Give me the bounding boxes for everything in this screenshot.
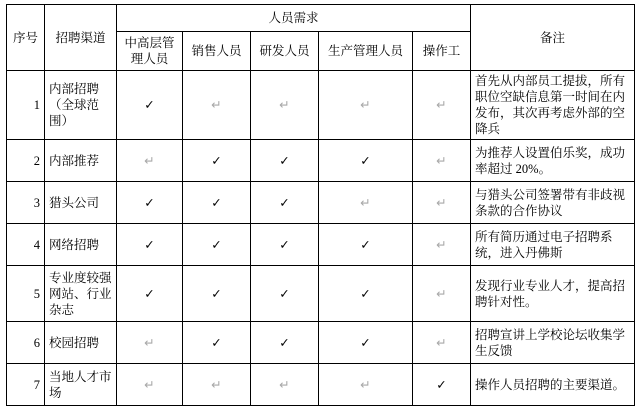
row-mark-senior-management: ✓ bbox=[117, 224, 183, 266]
row-mark-sales: ✓ bbox=[183, 322, 251, 364]
row-mark-operator: ↵ bbox=[413, 224, 471, 266]
row-mark-senior-management: ↵ bbox=[117, 140, 183, 182]
table-row bbox=[7, 71, 635, 140]
row-channel: 专业度较强网站、行业杂志 bbox=[45, 266, 117, 322]
row-channel: 校园招聘 bbox=[45, 322, 117, 364]
row-mark-rnd: ✓ bbox=[251, 140, 319, 182]
row-mark-rnd: ✓ bbox=[251, 266, 319, 322]
row-seq: 3 bbox=[7, 182, 45, 224]
row-mark-production-management: ↵ bbox=[319, 71, 413, 140]
row-mark-operator: ↵ bbox=[413, 182, 471, 224]
row-remark: 为推荐人设置伯乐奖，成功率超过 20%。 bbox=[471, 140, 635, 182]
table-row bbox=[7, 140, 635, 182]
table-row bbox=[7, 266, 635, 322]
row-mark-sales: ✓ bbox=[183, 266, 251, 322]
row-mark-sales: ↵ bbox=[183, 364, 251, 406]
row-channel: 猎头公司 bbox=[45, 182, 117, 224]
row-mark-production-management: ✓ bbox=[319, 322, 413, 364]
header-sub-senior-management: 中高层管理人员 bbox=[117, 32, 183, 71]
row-mark-senior-management: ↵ bbox=[117, 364, 183, 406]
row-channel: 网络招聘 bbox=[45, 224, 117, 266]
table-row bbox=[7, 224, 635, 266]
table-row bbox=[7, 322, 635, 364]
row-channel: 内部推荐 bbox=[45, 140, 117, 182]
row-mark-operator: ↵ bbox=[413, 140, 471, 182]
row-mark-rnd: ✓ bbox=[251, 224, 319, 266]
row-mark-operator: ↵ bbox=[413, 322, 471, 364]
row-mark-rnd: ✓ bbox=[251, 182, 319, 224]
row-channel: 内部招聘（全球范围） bbox=[45, 71, 117, 140]
row-seq: 1 bbox=[7, 71, 45, 140]
header-sub-sales: 销售人员 bbox=[183, 32, 251, 71]
row-remark: 操作人员招聘的主要渠道。 bbox=[471, 364, 635, 406]
row-mark-operator: ✓ bbox=[413, 364, 471, 406]
table-header-row-top bbox=[7, 5, 635, 32]
row-mark-operator: ↵ bbox=[413, 266, 471, 322]
row-mark-operator: ↵ bbox=[413, 71, 471, 140]
table-row bbox=[7, 364, 635, 406]
header-seq: 序号 bbox=[7, 5, 45, 71]
row-remark: 所有简历通过电子招聘系统，进入丹佛斯 bbox=[471, 224, 635, 266]
row-mark-production-management: ✓ bbox=[319, 140, 413, 182]
document-page bbox=[0, 4, 640, 418]
header-sub-production-management: 生产管理人员 bbox=[319, 32, 413, 71]
row-mark-rnd: ↵ bbox=[251, 364, 319, 406]
row-mark-senior-management: ✓ bbox=[117, 71, 183, 140]
row-remark: 招聘宣讲上学校论坛收集学生反馈 bbox=[471, 322, 635, 364]
row-remark: 发现行业专业人才，提高招聘针对性。 bbox=[471, 266, 635, 322]
recruitment-channel-table bbox=[6, 4, 635, 406]
row-seq: 6 bbox=[7, 322, 45, 364]
row-mark-production-management: ✓ bbox=[319, 224, 413, 266]
row-mark-sales: ✓ bbox=[183, 224, 251, 266]
row-mark-sales: ↵ bbox=[183, 71, 251, 140]
row-remark: 首先从内部员工提拔，所有职位空缺信息第一时间在内发布，其次再考虑外部的空降兵 bbox=[471, 71, 635, 140]
header-personnel-demand: 人员需求 bbox=[117, 5, 471, 32]
header-sub-operator: 操作工 bbox=[413, 32, 471, 71]
row-seq: 4 bbox=[7, 224, 45, 266]
table-row bbox=[7, 182, 635, 224]
row-mark-sales: ✓ bbox=[183, 182, 251, 224]
row-seq: 5 bbox=[7, 266, 45, 322]
row-remark: 与猎头公司签署带有非歧视条款的合作协议 bbox=[471, 182, 635, 224]
header-sub-rnd: 研发人员 bbox=[251, 32, 319, 71]
row-mark-senior-management: ↵ bbox=[117, 322, 183, 364]
row-mark-senior-management: ✓ bbox=[117, 266, 183, 322]
row-seq: 2 bbox=[7, 140, 45, 182]
row-mark-production-management: ↵ bbox=[319, 182, 413, 224]
row-mark-rnd: ↵ bbox=[251, 71, 319, 140]
row-mark-rnd: ✓ bbox=[251, 322, 319, 364]
row-mark-production-management: ↵ bbox=[319, 364, 413, 406]
row-mark-sales: ✓ bbox=[183, 140, 251, 182]
header-channel: 招聘渠道 bbox=[45, 5, 117, 71]
header-remark: 备注 bbox=[471, 5, 635, 71]
row-mark-production-management: ✓ bbox=[319, 266, 413, 322]
row-mark-senior-management: ✓ bbox=[117, 182, 183, 224]
row-seq: 7 bbox=[7, 364, 45, 406]
row-channel: 当地人才市场 bbox=[45, 364, 117, 406]
